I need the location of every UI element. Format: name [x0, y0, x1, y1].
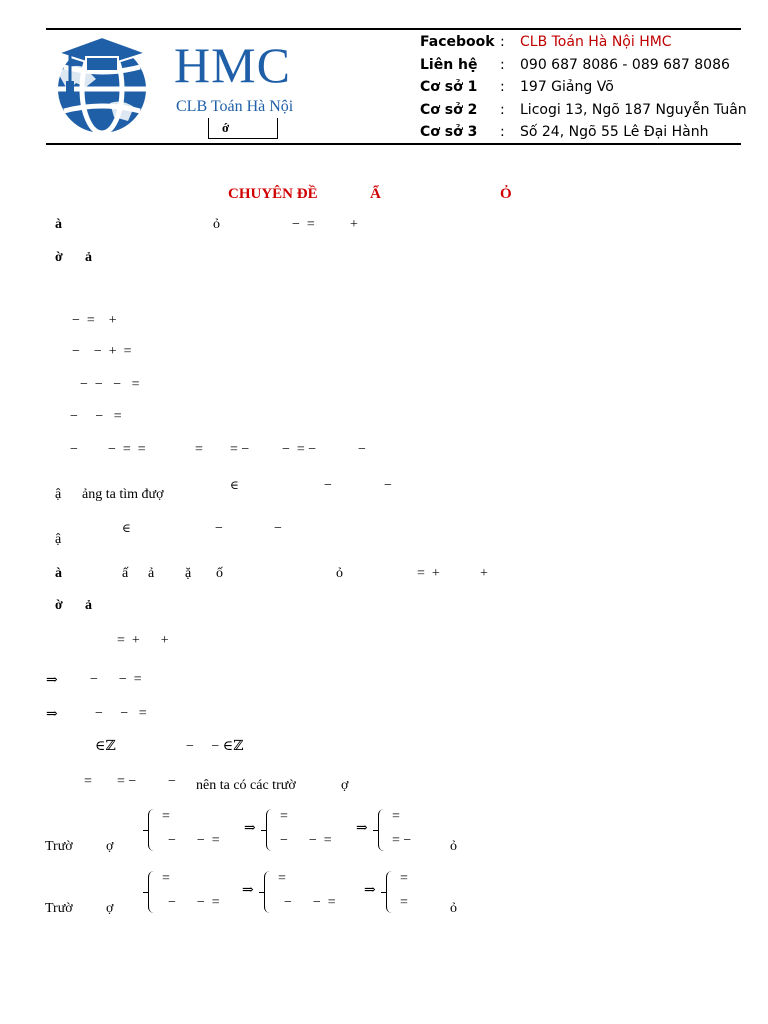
- math-fragment: = −: [117, 774, 137, 789]
- case-label: Trườ: [45, 901, 73, 916]
- info-sep: :: [500, 34, 505, 50]
- system-line: − − =: [168, 833, 220, 848]
- text-fragment: ố: [216, 566, 223, 581]
- text-fragment: à: [55, 217, 62, 232]
- title-part: Ỏ: [500, 186, 512, 202]
- text-fragment: ậ: [55, 532, 62, 547]
- left-brace: [378, 809, 385, 851]
- info-sep: :: [500, 124, 505, 140]
- info-label: Cơ sở 2: [420, 102, 478, 118]
- system-line: =: [278, 871, 286, 886]
- header-top-rule: [46, 28, 741, 30]
- header-bottom-rule: [46, 143, 741, 145]
- text-fragment: ỏ: [213, 217, 220, 232]
- implies-arrow: ⇒: [244, 821, 256, 836]
- math-fragment: =: [84, 774, 92, 789]
- math-fragment: −: [215, 521, 223, 536]
- case-label: Trườ: [45, 839, 73, 854]
- info-label: Cơ sở 1: [420, 79, 478, 95]
- math-fragment: −: [384, 478, 392, 493]
- club-name-box: [208, 118, 278, 139]
- math-fragment: −: [70, 442, 78, 457]
- system-line: =: [400, 895, 408, 910]
- math-fragment: −: [324, 478, 332, 493]
- math-fragment: − = =: [108, 442, 146, 457]
- text-fragment: ờ: [55, 250, 63, 265]
- text-fragment: ả: [148, 566, 155, 581]
- equation-line: − = +: [72, 313, 117, 328]
- info-label: Liên hệ: [420, 57, 478, 73]
- math-fragment: =: [195, 442, 203, 457]
- implies-arrow: ⇒: [46, 673, 58, 688]
- left-brace: [148, 809, 155, 851]
- text-fragment: ả: [85, 598, 92, 613]
- math-fragment: −: [168, 774, 176, 789]
- info-label: Cơ sở 3: [420, 124, 478, 140]
- system-line: − − =: [168, 895, 220, 910]
- info-value: Số 24, Ngõ 55 Lê Đại Hành: [520, 124, 709, 140]
- text-fragment: ậ: [55, 487, 62, 502]
- equation-line: − − − =: [80, 377, 140, 392]
- left-brace: [386, 871, 393, 913]
- system-line: =: [392, 809, 400, 824]
- text-fragment: à: [55, 566, 62, 581]
- logo-text: HMC: [174, 37, 291, 93]
- equation-line: − − =: [95, 706, 147, 721]
- case-label: ợ: [106, 839, 114, 854]
- equation-line: − − =: [90, 672, 142, 687]
- implies-arrow: ⇒: [242, 883, 254, 898]
- text-fragment: ợ: [341, 778, 349, 793]
- implies-arrow: ⇒: [364, 883, 376, 898]
- title-part: Ẩ: [370, 186, 381, 202]
- math-fragment: ∈: [122, 521, 131, 535]
- math-fragment: +: [350, 217, 358, 232]
- equation-line: = + +: [117, 633, 169, 648]
- math-fragment: = +: [417, 566, 440, 581]
- case-end-text: ỏ: [450, 839, 457, 854]
- implies-arrow: ⇒: [46, 707, 58, 722]
- math-fragment: ∈ℤ: [95, 739, 116, 754]
- text-fragment: ấ: [122, 566, 129, 581]
- system-line: = −: [392, 833, 412, 848]
- system-line: − − =: [284, 895, 336, 910]
- system-line: =: [162, 871, 170, 886]
- system-line: =: [400, 871, 408, 886]
- equation-line: − − + =: [72, 344, 132, 359]
- info-value: 197 Giảng Võ: [520, 79, 614, 95]
- text-fragment: ả: [85, 250, 92, 265]
- globe-logo-icon: [50, 33, 154, 139]
- club-box-text: ớ: [222, 120, 230, 135]
- left-brace: [148, 871, 155, 913]
- title-part: CHUYÊN ĐỀ: [228, 186, 318, 202]
- math-fragment: = −: [230, 442, 250, 457]
- case-end-text: ỏ: [450, 901, 457, 916]
- info-value: Licogi 13, Ngõ 187 Nguyễn Tuân: [520, 102, 747, 118]
- text-fragment: ờ: [55, 598, 63, 613]
- math-fragment: ∈: [230, 478, 239, 492]
- math-fragment: −: [274, 521, 282, 536]
- info-value: 090 687 8086 - 089 687 8086: [520, 57, 730, 73]
- text-fragment: ặ: [185, 566, 192, 581]
- facebook-link[interactable]: CLB Toán Hà Nội HMC: [520, 34, 672, 50]
- math-fragment: − = −: [282, 442, 317, 457]
- info-label: Facebook: [420, 34, 495, 50]
- info-sep: :: [500, 102, 505, 118]
- math-fragment: − =: [292, 217, 315, 232]
- club-name: CLB Toán Hà Nội: [176, 98, 294, 115]
- system-line: − − =: [280, 833, 332, 848]
- system-line: =: [162, 809, 170, 824]
- case-label: ợ: [106, 901, 114, 916]
- left-brace: [264, 871, 271, 913]
- math-fragment: +: [480, 566, 488, 581]
- system-line: =: [280, 809, 288, 824]
- left-brace: [266, 809, 273, 851]
- text-fragment: ỏ: [336, 566, 343, 581]
- math-fragment: − − ∈ℤ: [186, 739, 244, 754]
- implies-arrow: ⇒: [356, 821, 368, 836]
- info-sep: :: [500, 57, 505, 73]
- info-sep: :: [500, 79, 505, 95]
- math-fragment: −: [358, 442, 366, 457]
- text-fragment: nên ta có các trườ: [196, 778, 296, 793]
- text-fragment: ảng ta tìm đượ: [82, 487, 164, 502]
- equation-line: − − =: [70, 409, 122, 424]
